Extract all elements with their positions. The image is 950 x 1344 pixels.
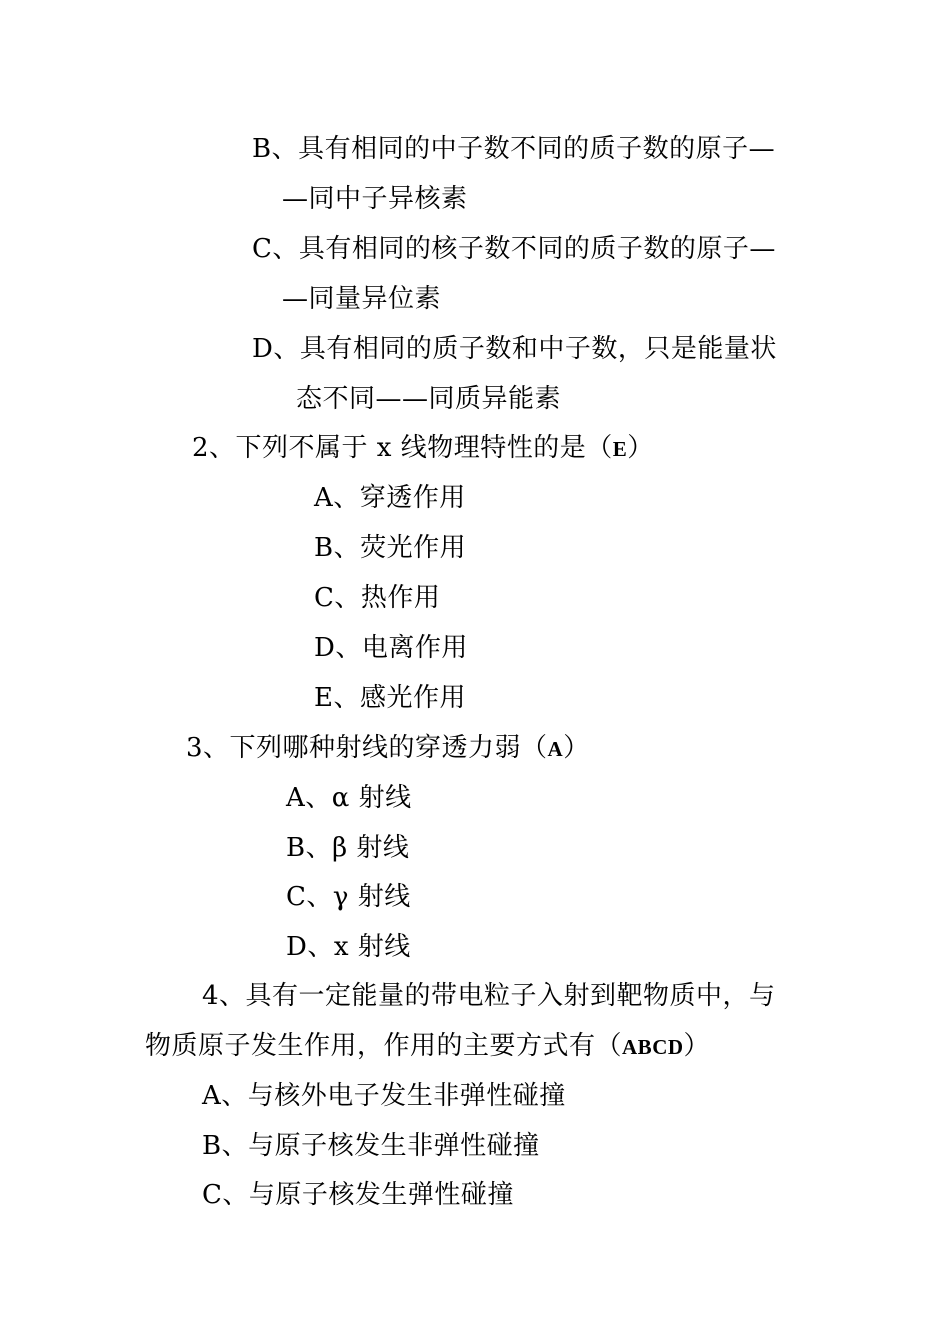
- q1-option-d-line2: 态不同——同质异能素: [296, 384, 562, 414]
- q3-option-a: A、α 射线: [286, 783, 412, 813]
- q3-answer: A: [547, 737, 564, 761]
- q3-stem: [186, 730, 590, 767]
- q4-option-b: B、与原子核发生非弹性碰撞: [202, 1131, 540, 1161]
- q1-option-b-line1: B、具有相同的中子数不同的质子数的原子—: [252, 134, 776, 164]
- q2-option-d: D、电离作用: [314, 633, 468, 663]
- q3-option-d: D、x 射线: [286, 932, 411, 962]
- q2-stem-text: 2、下列不属于 x 线物理特性的是（: [192, 433, 613, 463]
- q4-stem-line2-text: 物质原子发生作用，作用的主要方式有（: [145, 1031, 623, 1061]
- q4-close-paren: ）: [683, 1031, 711, 1061]
- q3-close-paren: ）: [563, 733, 590, 763]
- q2-option-b: B、荧光作用: [314, 533, 467, 563]
- q4-stem-line1: 4、具有一定能量的带电粒子入射到靶物质中，与: [202, 981, 776, 1011]
- q3-option-b: B、β 射线: [286, 833, 410, 863]
- q2-close-paren: ）: [627, 433, 654, 463]
- q4-answer: ABCD: [622, 1035, 684, 1059]
- q1-option-d-line1: D、具有相同的质子数和中子数，只是能量状: [252, 334, 777, 364]
- q4-option-c: C、与原子核发生弹性碰撞: [202, 1180, 514, 1210]
- q3-stem-text: 3、下列哪种射线的穿透力弱（: [186, 733, 548, 763]
- q1-option-c-line1: C、具有相同的核子数不同的质子数的原子—: [252, 234, 776, 264]
- q2-answer: E: [612, 437, 628, 461]
- q2-option-c: C、热作用: [314, 583, 441, 613]
- q1-option-c-line2: —同量异位素: [282, 284, 442, 314]
- q4-stem-line2: [145, 1028, 710, 1065]
- q1-option-b-line2: —同中子异核素: [282, 184, 468, 214]
- q2-option-a: A、穿透作用: [314, 483, 466, 513]
- q4-option-a: A、与核外电子发生非弹性碰撞: [202, 1081, 566, 1111]
- q2-option-e: E、感光作用: [314, 683, 466, 713]
- q3-option-c: C、γ 射线: [286, 882, 411, 912]
- q2-stem: [192, 430, 654, 467]
